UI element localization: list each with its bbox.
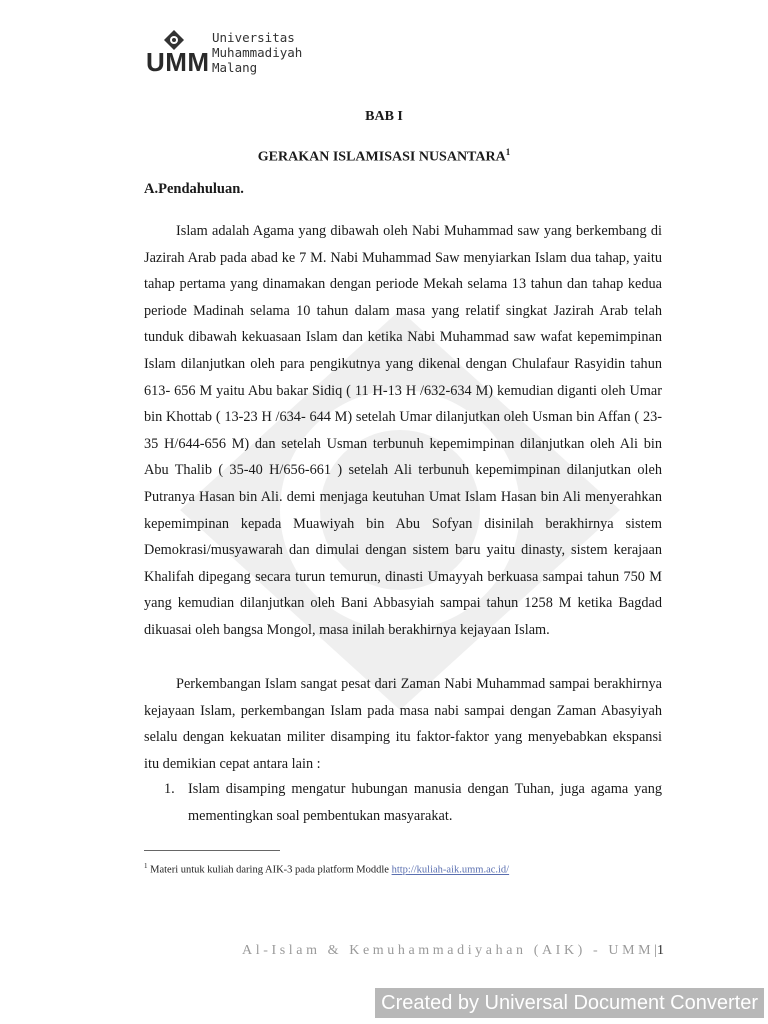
- footnote-text: Materi untuk kuliah daring AIK-3 pada platform Moddle: [147, 864, 392, 876]
- footer-separator: |: [654, 943, 657, 958]
- logo-name-line: Muhammadiyah: [212, 45, 303, 60]
- paragraph: [144, 671, 662, 777]
- footer-text: Al-Islam & Kemuhammadiyahan (AIK) - UMM: [242, 943, 655, 958]
- paragraph-text: Islam adalah Agama yang dibawah oleh Nabi Muhammad saw yang berkembang di Jazirah Arab pada abad ke 7 M. Nabi Muhammad Saw menyiarkan Islam dua tahap, yaitu tahap pertama yang dinamakan dengan periode Mekah selama 13 tahun dan tahap kedua periode Madinah selama 10 tahun dalam masa yang relatif singkat Jazirah Arab telah tunduk dibawah kekuasaan Islam dan ketika Nabi Muhammad saw wafat kepemimpinan Islam dilanjutkan oleh para pengikutnya yang dikenal dengan Chulafaur Rasyidin tahun 613- 656 M yaitu Abu bakar Sidiq ( 11 H-13 H /632-634 M) kemudian diganti oleh Umar bin Khottab ( 13-23 H /634- 644 M) setelah Umar dilanjutkan oleh Usman bin Affan ( 23-35 H/644-656 M) dan setelah Usman terbunuh kepemimpinan dilanjutkan oleh Ali bin Abu Thalib ( 35-40 H/656-661 ) setelah Ali terbunuh kepemimpinan dilanjutkan oleh Putranya Hasan bin Ali. demi menjaga keutuhan Umat Islam Hasan bin Ali menyerahkan kepemimpinan kepada Muawiyah bin Abu Sofyan disinilah berakhirnya sistem Demokrasi/musyawarah dan dimulai dengan sistem baru yaitu dinasty, sistem kerajaan Khalifah dipegang secara turun temurun, dinasti Umayyah berkuasa sampai tahun 750 M yang kemudian dilanjutkan oleh Bani Abbasyiah sampai tahun 1258 M ketika Bagdad dikuasai oleh bangsa Mongol, masa inilah berakhirnya kejayaan Islam.: [144, 223, 662, 638]
- paragraph: [144, 218, 662, 644]
- title-footnote-ref: 1: [505, 147, 511, 157]
- list-item: [144, 776, 662, 829]
- chapter-heading: BAB I: [365, 109, 403, 124]
- university-logo: [146, 30, 346, 78]
- document-title: [0, 147, 768, 166]
- logo-name-line: Malang: [212, 60, 258, 75]
- numbered-list: [144, 776, 662, 829]
- list-item-number: 1.: [164, 781, 175, 797]
- logo-mark-text: UMM: [146, 47, 210, 77]
- footnote-divider: [144, 850, 280, 851]
- page-footer: [242, 943, 664, 959]
- logo-university-name: [212, 30, 302, 75]
- footnote: [144, 862, 509, 876]
- list-item-text: Islam disamping mengatur hubungan manusia dengan Tuhan, juga agama yang mementingkan soal pembentukan masyarakat.: [188, 781, 662, 824]
- footnote-link[interactable]: http://kuliah-aik.umm.ac.id/: [391, 864, 510, 876]
- title-text: GERAKAN ISLAMISASI NUSANTARA: [257, 149, 506, 165]
- converter-banner: Created by Universal Document Converter: [375, 988, 764, 1018]
- paragraph-text: Perkembangan Islam sangat pesat dari Zaman Nabi Muhammad sampai berakhirnya kejayaan Islam, perkembangan Islam pada masa nabi sampai dengan Zaman Abasyiyah selalu dengan kekuatan militer disamping itu faktor-faktor yang menyebabkan ekspansi itu demikian cepat antara lain :: [144, 676, 662, 772]
- section-heading: A.Pendahuluan.: [144, 181, 244, 197]
- logo-name-line: Universitas: [212, 30, 295, 45]
- footnote-ref: 1: [144, 862, 148, 870]
- page-number: 1: [657, 943, 664, 958]
